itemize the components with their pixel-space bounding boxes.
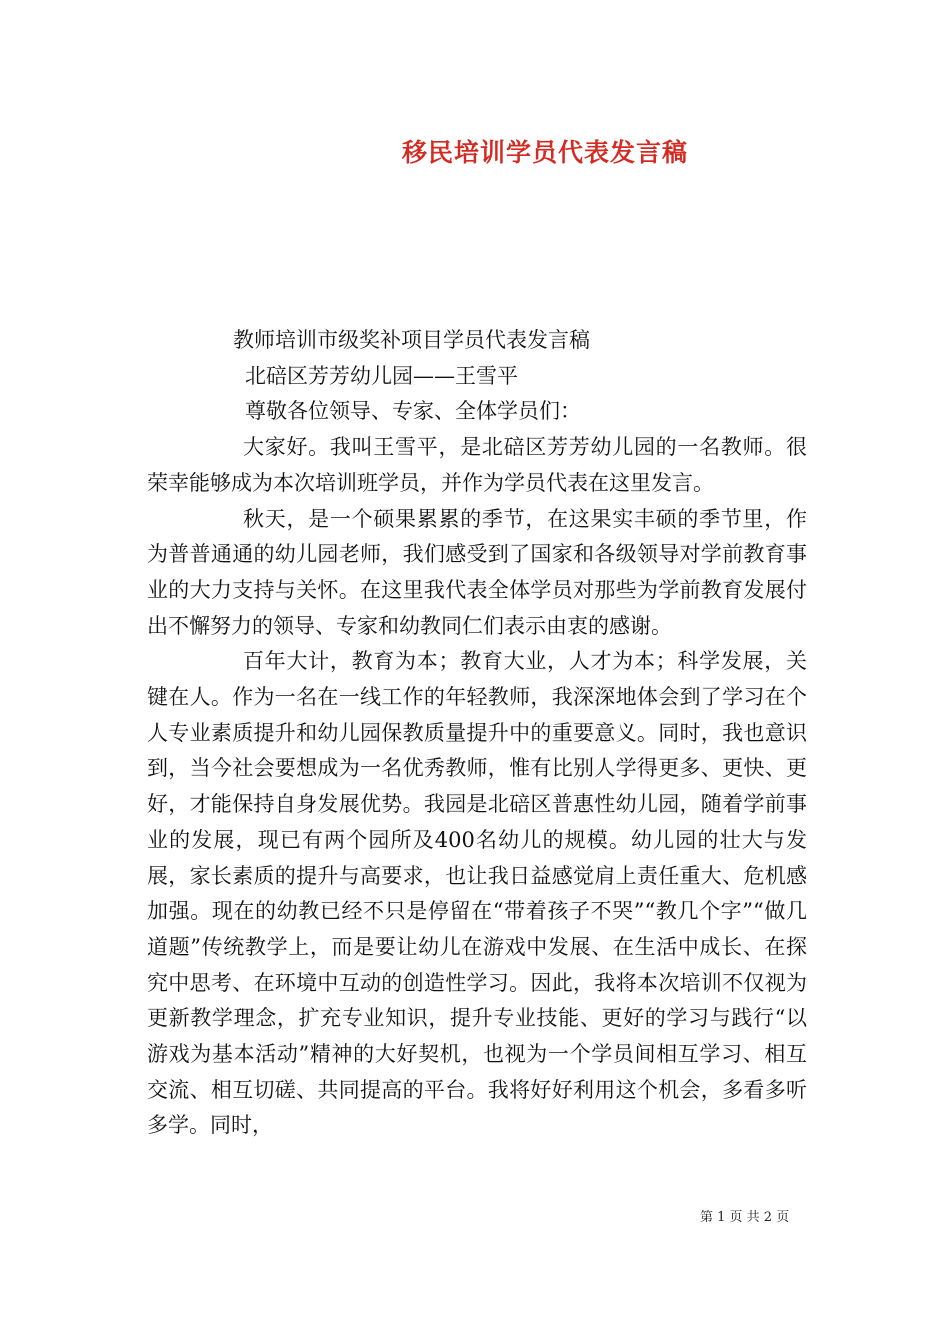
author-line: 北碚区芳芳幼儿园——王雪平 — [245, 363, 518, 388]
salutation: 尊敬各位领导、专家、全体学员们： — [245, 399, 581, 424]
paragraph: 秋天，是一个硕果累累的季节，在这果实丰硕的季节里，作为普普通通的幼儿园老师，我们感受到了国家和各级领导对学前教育事业的大力支持与关怀。在这里我代表全体学员对那些为学前教育发展付出不懈努力的领导、专家和幼教同仁们表示由衷的感谢。 — [147, 506, 807, 638]
paragraph: 百年大计，教育为本；教育大业，人才为本；科学发展，关键在人。作为一名在一线工作的年轻教师，我深深地体会到了学习在个人专业素质提升和幼儿园保教质量提升中的重要意义。同时，我也意识到，当今社会要想成为一名优秀教师，惟有比别人学得更多、更快、更好，才能保持自身发展优势。我园是北碚区普惠性幼儿园，随着学前事业的发展，现已有两个园所及400名幼儿的规模。幼儿园的壮大与发展，家长素质的提升与高要求，也让我日益感觉肩上责任重大、危机感加强。现在的幼教已经不只是停留在“带着孩子不哭”“教几个字”“做几道题”传统教学上，而是要让幼儿在游戏中发展、在生活中成长、在探究中思考、在环境中互动的创造性学习。因此，我将本次培训不仅视为更新教学理念，扩充专业知识，提升专业技能、更好的学习与践行“以游戏为基本活动”精神的大好契机，也视为一个学员间相互学习、相互交流、相互切磋、共同提高的平台。我将好好利用这个机会，多看多听多学。同时， — [147, 649, 807, 1138]
document-title: 移民培训学员代表发言稿 — [401, 138, 688, 167]
paragraph: 大家好。我叫王雪平，是北碚区芳芳幼儿园的一名教师。很荣幸能够成为本次培训班学员，并作为学员代表在这里发言。 — [147, 435, 807, 495]
document-subtitle: 教师培训市级奖补项目学员代表发言稿 — [233, 328, 590, 352]
document-body — [147, 323, 807, 1144]
page-number: 第 1 页 共 2 页 — [700, 1210, 790, 1225]
